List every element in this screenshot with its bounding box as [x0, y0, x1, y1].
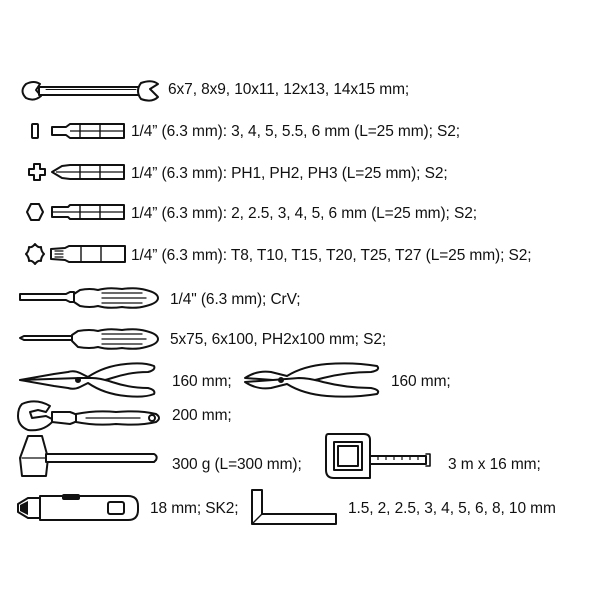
tool-row-hex-bits	[0, 195, 600, 231]
hammer-icon	[18, 432, 158, 482]
tool-row-phillips-bits	[0, 155, 600, 191]
hex-bit-spec-text: 1/4” (6.3 mm): 2, 2.5, 3, 4, 5, 6 mm (L=25 mm); S2;	[131, 205, 477, 222]
bit-holder-screwdriver-icon	[18, 285, 160, 311]
pliers-length-text: 160 mm;	[172, 373, 232, 390]
tape-measure-icon	[322, 430, 438, 484]
phillips-bit-spec-text: 1/4” (6.3 mm): PH1, PH2, PH3 (L=25 mm); S2;	[131, 165, 448, 182]
cutters-length-text: 160 mm;	[391, 373, 451, 390]
wrench-sizes-text: 6x7, 8x9, 10x11, 12x13, 14x15 mm;	[168, 81, 410, 98]
tool-row-knife-hexkeys	[0, 484, 600, 530]
utility-knife-icon	[16, 492, 140, 524]
tool-row-pliers	[0, 358, 600, 400]
torx-bit-spec-text: 1/4” (6.3 mm): T8, T10, T15, T20, T25, T27 (L=25 mm); S2;	[131, 247, 532, 264]
slotted-bit-spec-text: 1/4” (6.3 mm): 3, 4, 5, 5.5, 6 mm (L=25 mm); S2;	[131, 123, 460, 140]
tool-row-bit-holder	[0, 281, 600, 317]
tool-row-open-end-wrench	[0, 72, 600, 108]
tool-row-torx-bits	[0, 237, 600, 273]
bit-holder-spec-text: 1/4" (6.3 mm); CrV;	[170, 291, 301, 308]
tape-measure-spec-text: 3 m x 16 mm;	[448, 456, 541, 473]
hex-bit-icon	[26, 200, 126, 224]
tool-row-hammer-tape	[0, 430, 600, 486]
tool-row-screwdrivers	[0, 321, 600, 357]
screwdriver-icon	[18, 326, 160, 352]
diagonal-cutter-pliers-icon	[243, 360, 383, 400]
hex-key-icon	[244, 488, 340, 528]
hex-key-sizes-text: 1.5, 2, 2.5, 3, 4, 5, 6, 8, 10 mm	[348, 500, 556, 517]
hammer-spec-text: 300 g (L=300 mm);	[172, 456, 302, 473]
screwdriver-spec-text: 5x75, 6x100, PH2x100 mm; S2;	[170, 331, 387, 348]
phillips-bit-icon	[28, 160, 126, 184]
adjustable-wrench-length-text: 200 mm;	[172, 407, 232, 424]
slotted-bit-icon	[30, 119, 126, 143]
torx-bit-icon	[25, 241, 127, 267]
tool-row-slotted-bits	[0, 114, 600, 150]
open-end-wrench-icon	[20, 78, 162, 104]
utility-knife-spec-text: 18 mm; SK2;	[150, 500, 239, 517]
long-nose-pliers-icon	[18, 360, 158, 400]
